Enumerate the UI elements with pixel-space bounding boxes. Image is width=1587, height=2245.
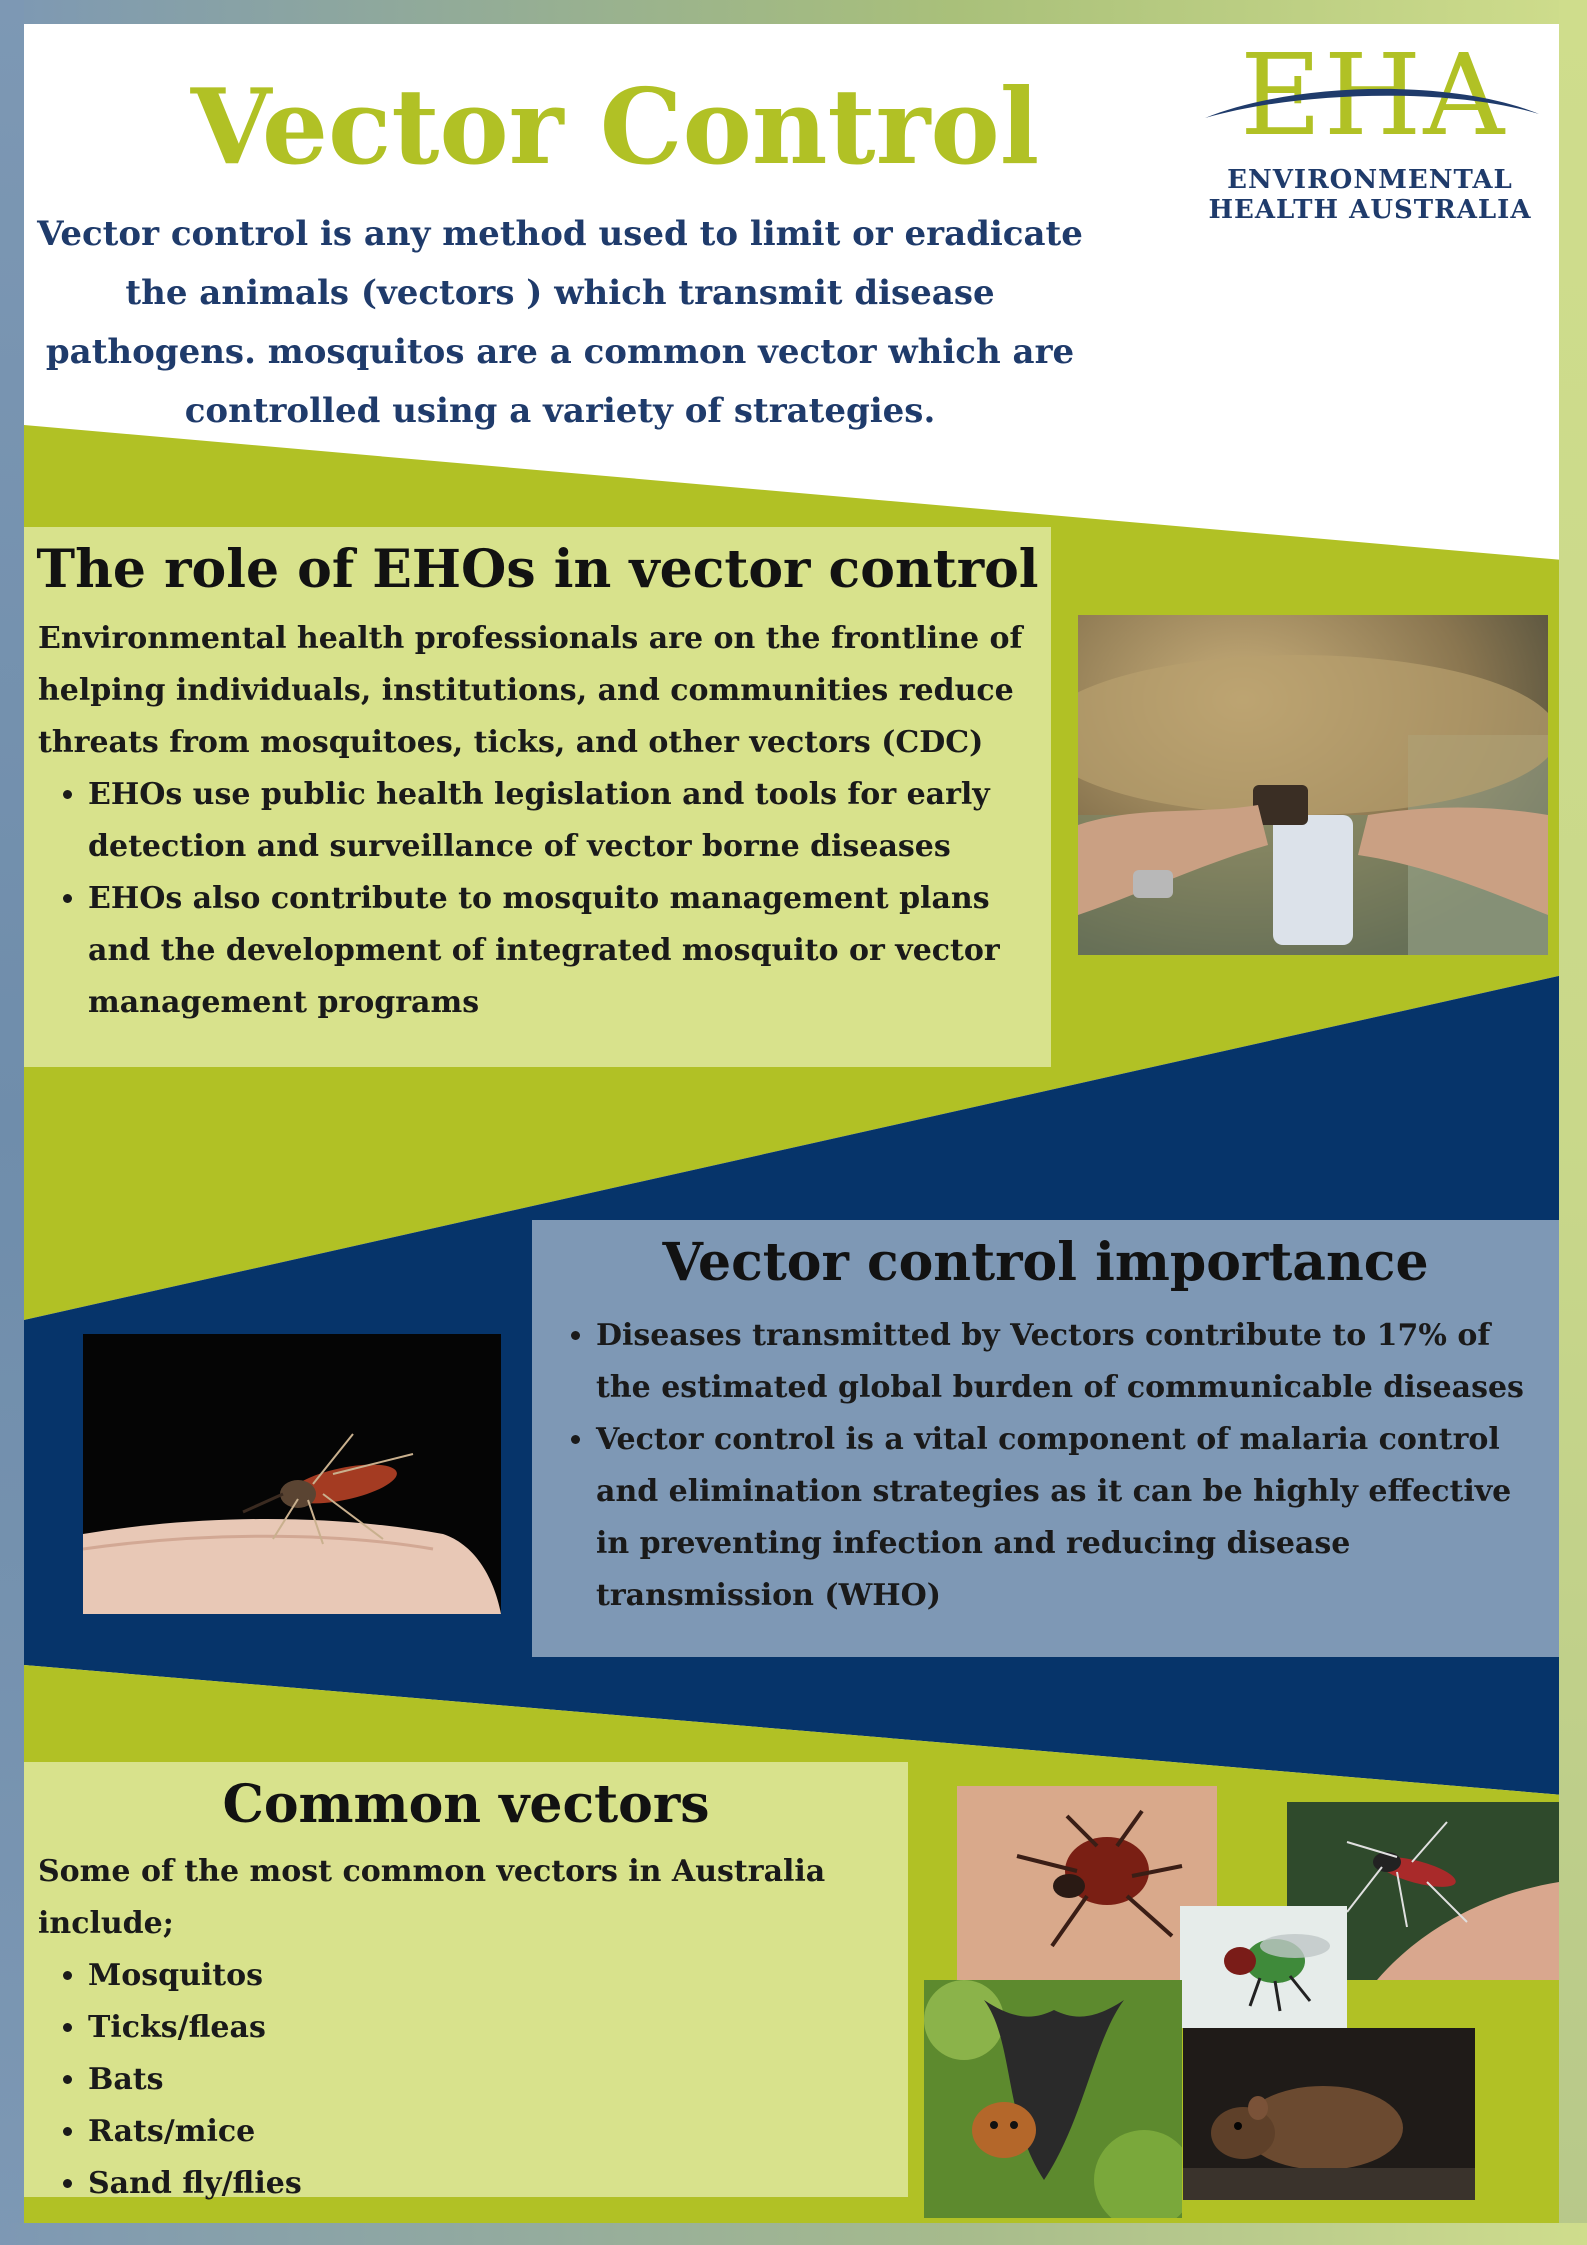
logo-subtitle: [1195, 165, 1545, 225]
vector-item: • Mosquitos: [88, 1950, 908, 2002]
frame-top: [0, 0, 1587, 24]
vectors-intro: Some of the most common vectors in Australia include;: [38, 1854, 826, 1942]
frame-left: [0, 0, 24, 2245]
page-title: Vector Control: [190, 65, 1040, 188]
vector-item: • Bats: [88, 2054, 908, 2106]
blowfly-photo: [1180, 1906, 1347, 2028]
logo-line-1: ENVIRONMENTAL: [1227, 165, 1513, 195]
logo-swoosh-icon: [1203, 70, 1543, 130]
importance-bullet: • Vector control is a vital component of malaria control and elimination strategies as it can be highly effective in preventing infection and reducing disease transmission (WHO): [596, 1414, 1539, 1622]
role-bullet-list: [24, 769, 1051, 1029]
role-body: Environmental health professionals are on the frontline of helping individuals, institutions, and communities reduce threats from mosquitoes, ticks, and other vectors (CDC): [38, 621, 1023, 761]
frame-right: [1559, 0, 1587, 2245]
role-panel: [24, 527, 1051, 1067]
importance-bullet: • Diseases transmitted by Vectors contribute to 17% of the estimated global burden of communicable diseases: [596, 1310, 1539, 1414]
vector-item: • Ticks/fleas: [88, 2002, 908, 2054]
rat-photo: [1183, 2028, 1475, 2200]
role-bullet: • EHOs also contribute to mosquito management plans and the development of integrated mosquito or vector management programs: [88, 873, 1051, 1029]
vector-item: • Sand fly/flies: [88, 2158, 908, 2210]
vector-item: • Rats/mice: [88, 2106, 908, 2158]
vectors-list: [24, 1950, 908, 2210]
vectors-panel: [24, 1762, 908, 2202]
tick-photo: [957, 1786, 1217, 1980]
logo-line-2: HEALTH AUSTRALIA: [1208, 195, 1532, 225]
mosquito-trap-photo: [1078, 615, 1548, 955]
importance-heading: Vector control importance: [662, 1232, 1429, 1293]
role-bullet: • EHOs use public health legislation and tools for early detection and surveillance of vector borne diseases: [88, 769, 1051, 873]
vectors-heading: Common vectors: [222, 1774, 710, 1835]
role-heading: The role of EHOs in vector control: [36, 539, 1039, 600]
logo-letters: EHA: [1240, 31, 1507, 161]
intro-text: Vector control is any method used to limit or eradicate the animals (vectors ) which transmit disease pathogens. mosquitos are a common vector which are controlled using a variety of strategies.: [37, 214, 1083, 431]
importance-panel: [532, 1220, 1559, 1657]
frame-bottom: [0, 2223, 1587, 2245]
eha-logo: [1195, 31, 1555, 240]
mosquito-on-skin-photo: [83, 1334, 501, 1614]
importance-bullet-list: [532, 1294, 1559, 1622]
fruit-bat-photo: [924, 1980, 1182, 2218]
